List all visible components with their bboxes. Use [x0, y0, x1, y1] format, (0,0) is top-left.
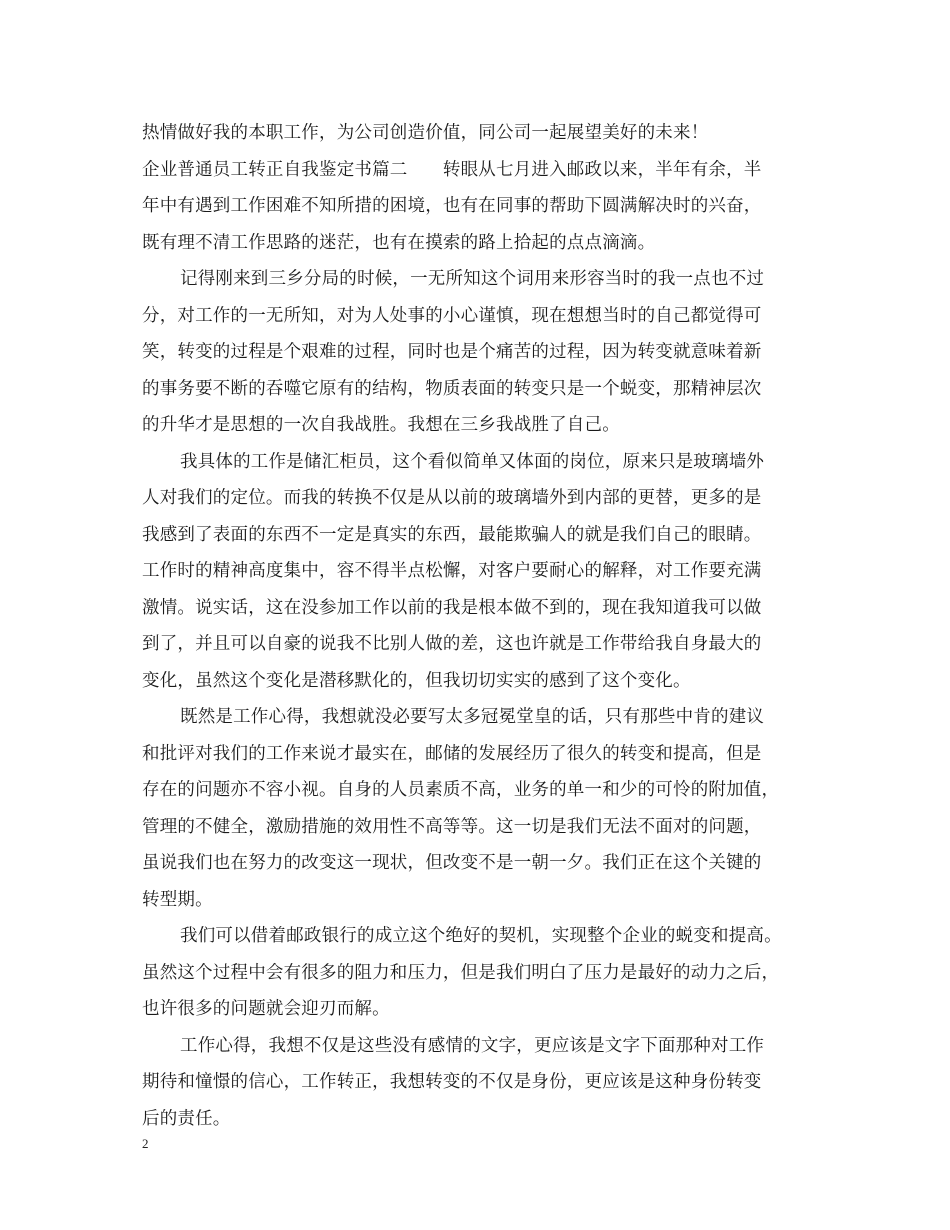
text-line: 转型期。 — [142, 889, 213, 910]
page-number: 2 — [142, 1136, 149, 1151]
paragraph-start-line: 我具体的工作是储汇柜员，这个看似简单又体面的岗位，原来只是玻璃墙外 — [180, 451, 765, 472]
text-line: 存在的问题亦不容小视。自身的人员素质不高，业务的单一和少的可怜的附加值， — [142, 780, 780, 800]
text-line: 期待和憧憬的信心，工作转正，我想转变的不仅是身份，更应该是这种身份转变 — [142, 1072, 762, 1092]
text-line: 的事务要不断的吞噬它原有的结构，物质表面的转变只是一个蜕变，那精神层次 — [142, 378, 762, 399]
section-heading-line: 企业普通员工转正自我鉴定书篇二 转眼从七月进入邮政以来，半年有余，半 — [142, 159, 762, 180]
text-line: 热情做好我的本职工作，为公司创造价值，同公司一起展望美好的未来！ — [142, 123, 709, 143]
paragraph-start-line: 记得刚来到三乡分局的时候，一无所知这个词用来形容当时的我一点也不过 — [180, 269, 765, 289]
body-text — [142, 115, 824, 1137]
text-line: 工作时的精神高度集中，容不得半点松懈，对客户要耐心的解释，对工作要充满 — [142, 561, 762, 581]
paragraph-start-line: 我们可以借着邮政银行的成立这个绝好的契机，实现整个企业的蜕变和提高。 — [180, 926, 782, 946]
text-line: 到了，并且可以自豪的说我不比别人做的差，这也许就是工作带给我自身最大的 — [142, 634, 762, 654]
text-line: 的升华才是思想的一次自我战胜。我想在三乡我战胜了自己。 — [142, 415, 620, 435]
text-line: 也许很多的问题就会迎刃而解。 — [142, 999, 390, 1019]
text-line: 虽然这个过程中会有很多的阻力和压力，但是我们明白了压力是最好的动力之后， — [142, 962, 780, 983]
text-line: 激情。说实话，这在没参加工作以前的我是根本做不到的，现在我知道我可以做 — [142, 597, 762, 618]
text-line: 我感到了表面的东西不一定是真实的东西，最能欺骗人的就是我们自己的眼睛。 — [142, 524, 762, 545]
text-line: 后的责任。 — [142, 1108, 231, 1129]
text-line: 笑，转变的过程是个艰难的过程，同时也是个痛苦的过程，因为转变就意味着新 — [142, 342, 762, 362]
paragraph-start-line: 既然是工作心得，我想就没必要写太多冠冕堂皇的话，只有那些中肯的建议 — [180, 707, 765, 727]
text-line: 和批评对我们的工作来说才最实在，邮储的发展经历了很久的转变和提高，但是 — [142, 743, 762, 764]
text-line: 变化，虽然这个变化是潜移默化的，但我切切实实的感到了这个变化。 — [142, 670, 691, 691]
text-line: 既有理不清工作思路的迷茫，也有在摸索的路上拾起的点点滴滴。 — [142, 232, 656, 253]
paragraph-start-line: 工作心得，我想不仅是这些没有感情的文字，更应该是文字下面那种对工作 — [180, 1035, 765, 1056]
text-line: 虽说我们也在努力的改变这一现状，但改变不是一朝一夕。我们正在这个关键的 — [142, 853, 762, 873]
text-line: 分，对工作的一无所知，对为人处事的小心谨慎，现在想想当时的自己都觉得可 — [142, 305, 762, 326]
text-line: 年中有遇到工作困难不知所措的困境，也有在同事的帮助下圆满解决时的兴奋， — [142, 196, 762, 216]
text-line: 管理的不健全，激励措施的效用性不高等等。这一切是我们无法不面对的问题， — [142, 816, 762, 837]
text-line: 人对我们的定位。而我的转换不仅是从以前的玻璃墙外到内部的更替，更多的是 — [142, 488, 762, 508]
